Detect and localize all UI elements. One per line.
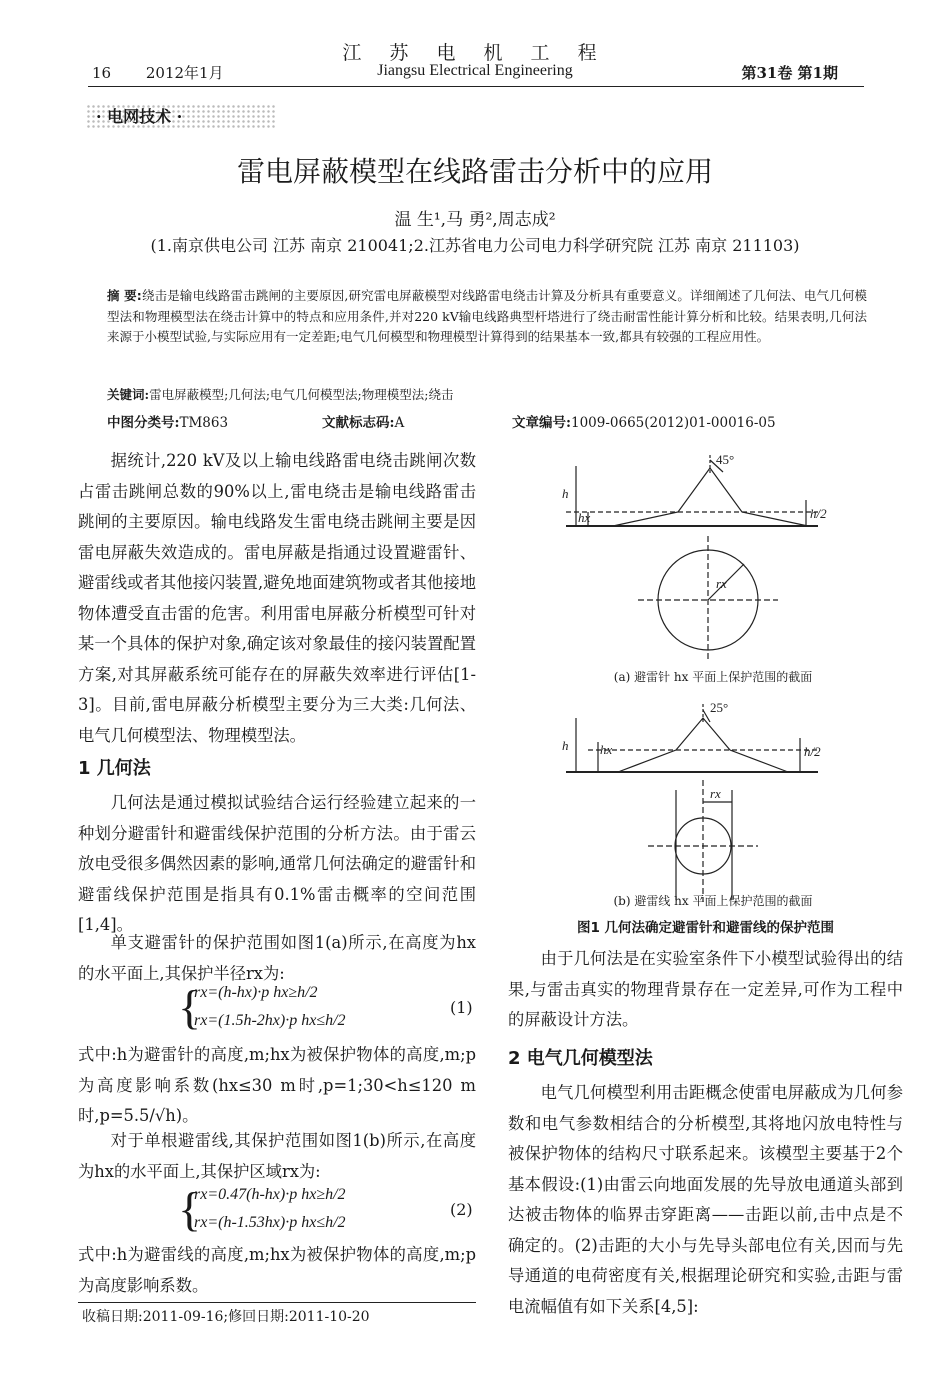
abstract-label: 摘 要: (107, 288, 142, 303)
figure-1-caption: 图1 几何法确定避雷针和避雷线的保护范围 (576, 920, 835, 936)
figure-1b-caption: (b) 避雷线 hx 平面上保护范围的截面 (613, 894, 813, 908)
intro-paragraph: 据统计,220 kV及以上输电线路雷电绕击跳闸次数占雷击跳闸总数的90%以上,雷电绕击是输电线路雷击跳闸的主要原因。输电线路发生雷电绕击跳闸主要是因雷电屏蔽失效造成的。雷电屏蔽是指通过设置避雷针、避雷线或者其他接闪装置,避免地面建筑物或者其他接地物体遭受直击雷的危害。利用雷电屏蔽分析模型可针对某一个具体的保护对象,确定该对象最佳的接闪装置配置方案,对其屏蔽系统可能存在的屏蔽失效率进行评估[1-3]。目前,雷电屏蔽分析模型主要分为三大类:几何法、电气几何模型法、物理模型法。 (78, 451, 476, 745)
section-1-paragraph-5: 式中:h为避雷线的高度,m;hx为被保护物体的高度,m;p为高度影响系数。 (78, 1245, 476, 1295)
equation-1-line-1: rx=(h-hx)·p hx≥h/2 (194, 984, 318, 1001)
equation-2-line-1: rx=0.47(h-hx)·p hx≥h/2 (194, 1186, 346, 1203)
rx-label-a: rx (716, 576, 727, 591)
issue-date: 2012年1月 (145, 64, 224, 82)
abstract (107, 286, 867, 348)
protection-zone-a (613, 468, 808, 526)
angle-ray-b (703, 710, 710, 722)
volume-issue: 第31卷 第1期 (741, 64, 838, 82)
abstract-text: 绕击是输电线路雷击跳闸的主要原因,研究雷电屏蔽模型对线路雷电绕击计算及分析具有重要意义。详细阐述了几何法、电气几何模型法和物理模型法在绕击计算中的特点和应用条件,并对220 kV输电线路典型杆塔进行了绕击耐雷性能计算分析和比较。结果表明,几何法来源于小模型试验,与实际应用有一定差距;电气几何模型和物理模型计算得到的结果基本一致,都具有较强的工程应用性。 (107, 288, 867, 344)
section-1-paragraph-4: 对于单根避雷线,其保护范围如图1(b)所示,在高度为hx的水平面上,其保护区域rx为: (78, 1131, 476, 1181)
angle-label-a: 45° (716, 452, 735, 467)
authors: 温 生¹,马 勇²,周志成² (394, 210, 556, 230)
section-2-paragraph-1: 电气几何模型利用击距概念使雷电屏蔽成为几何参数和电气参数相结合的分析模型,其将地闪放电特性与被保护物体的结构尺寸联系起来。该模型主要基于2个基本假设:(1)由雷云向地面发展的先导放电通道头部到达被击物体的临界击穿距离——击距以前,击中点是不确定的。(2)击距的大小与先导头部电位有关,因而与先导通道的电荷密度有关,根据理论研究和实验,击距与雷电流幅值有如下关系[4,5]: (508, 1083, 903, 1316)
keywords (107, 385, 867, 403)
section-1-heading: 1 几何法 (78, 758, 151, 779)
journal-name-en: Jiangsu Electrical Engineering (377, 62, 573, 79)
hx-label-b: hx (600, 742, 613, 757)
article-number: 文章编号:1009-0665(2012)01-00016-05 (512, 415, 776, 431)
angle-label-b: 25° (710, 700, 729, 715)
page-number: 16 (92, 64, 112, 82)
classification-number: 中图分类号:TM863 (107, 415, 229, 431)
h2-label-b: h/2 (804, 744, 821, 759)
keywords-text: 雷电屏蔽模型;几何法;电气几何模型法;物理模型法;绕击 (149, 387, 454, 402)
section-1-paragraph-2: 单支避雷针的保护范围如图1(a)所示,在高度为hx的水平面上,其保护半径rx为: (78, 933, 476, 983)
equation-2-brace: { (178, 1183, 202, 1236)
received-dates: 收稿日期:2011-09-16;修回日期:2011-10-20 (82, 1309, 370, 1325)
footer-rule (78, 1302, 476, 1303)
h-label-a: h (562, 486, 569, 501)
h2-label-a: h/2 (810, 506, 827, 521)
equation-1-line-2: rx=(1.5h-2hx)·p hx≤h/2 (194, 1012, 346, 1029)
header-rule (88, 86, 864, 87)
journal-name-cn: 江 苏 电 机 工 程 (342, 42, 608, 64)
protection-zone-b (618, 718, 788, 772)
figure-1a-caption: (a) 避雷针 hx 平面上保护范围的截面 (613, 670, 813, 684)
figure-discussion-paragraph: 由于几何法是在实验室条件下小模型试验得出的结果,与雷击真实的物理背景存在一定差异,可作为工程中的屏蔽设计方法。 (508, 949, 903, 1029)
keywords-label: 关键词: (107, 387, 150, 402)
document-code: 文献标志码:A (322, 415, 405, 431)
rx-label-b: rx (710, 786, 721, 801)
equation-1-brace: { (178, 981, 202, 1034)
equation-1-number: (1) (450, 998, 473, 1017)
equation-2-line-2: rx=(h-1.53hx)·p hx≤h/2 (194, 1214, 346, 1231)
equation-2-number: (2) (450, 1200, 473, 1219)
section-1-paragraph-3: 式中:h为避雷针的高度,m;hx为被保护物体的高度,m;p为高度影响系数(hx≤30 m时,p=1;30<h≤120 m时,p=5.5/√h)。 (78, 1045, 476, 1125)
affiliation: (1.南京供电公司 江苏 南京 210041;2.江苏省电力公司电力科学研究院 江苏 南京 211103) (150, 236, 800, 255)
section-tag: · 电网技术 · (86, 104, 276, 130)
hx-label-a: hx (578, 510, 591, 525)
h-label-b: h (562, 738, 569, 753)
section-2-heading: 2 电气几何模型法 (508, 1048, 653, 1069)
section-1-paragraph-1: 几何法是通过模拟试验结合运行经验建立起来的一种划分避雷针和避雷线保护范围的分析方法。由于雷云放电受很多偶然因素的影响,通常几何法确定的避雷针和避雷线保护范围是指具有0.1%雷击概率的空间范围[1,4]。 (78, 793, 476, 934)
paper-title: 雷电屏蔽模型在线路雷击分析中的应用 (236, 155, 713, 188)
